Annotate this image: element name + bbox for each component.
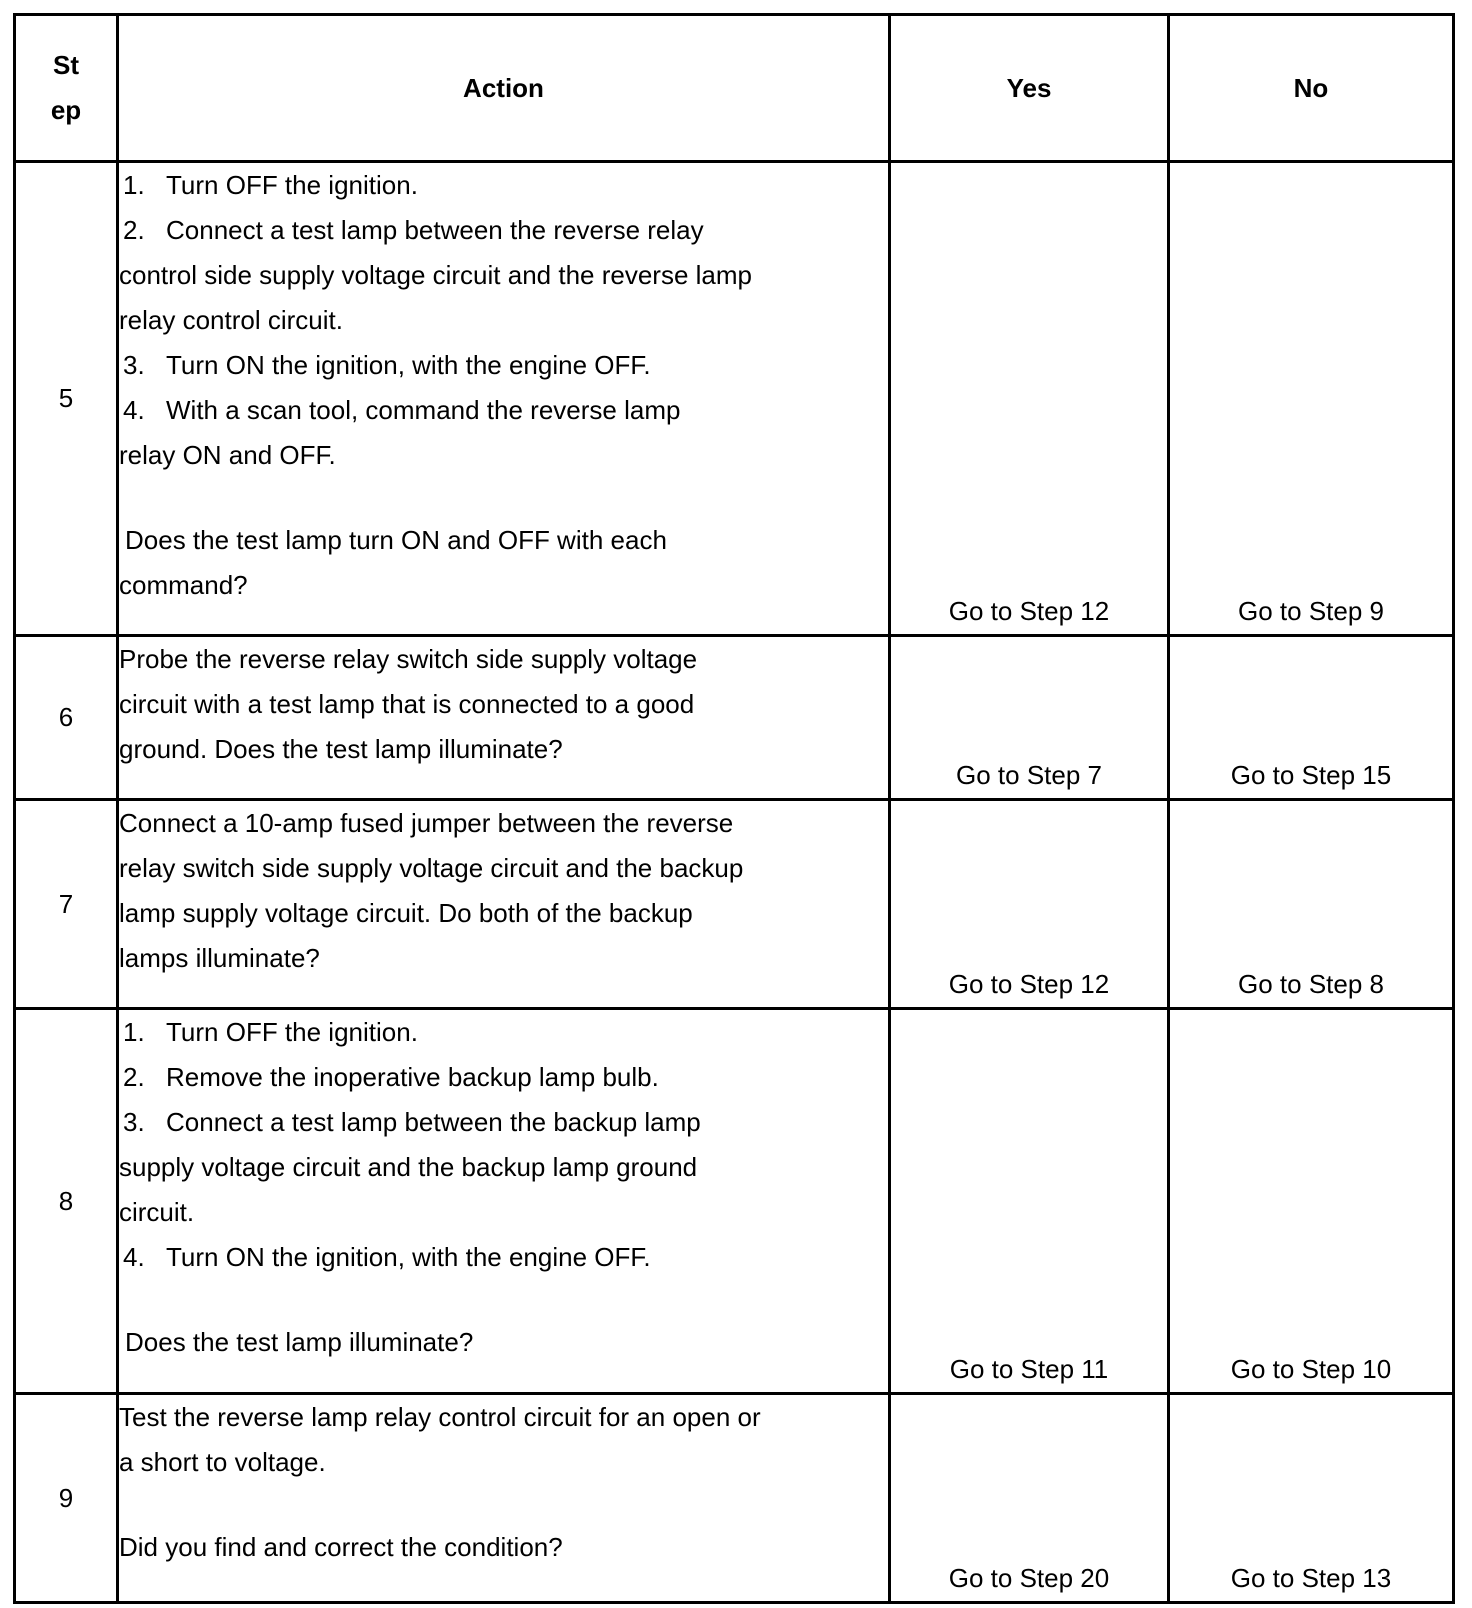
table-row (15, 1394, 1454, 1603)
list-item-continuation: circuit. (119, 1197, 195, 1227)
header-step-line-1: St (53, 50, 79, 80)
list-item-continuation: relay control circuit. (119, 305, 343, 335)
header-yes: Yes (890, 15, 1169, 162)
no-cell: Go to Step 9 (1169, 162, 1454, 636)
list-item-continuation: supply voltage circuit and the backup lamp ground (119, 1152, 698, 1182)
step-number: 8 (15, 1009, 118, 1394)
yes-cell: Go to Step 12 (890, 162, 1169, 636)
no-cell: Go to Step 8 (1169, 800, 1454, 1009)
list-item: 3. Turn ON the ignition, with the engine OFF. (123, 350, 651, 380)
table-row (15, 636, 1454, 800)
no-cell: Go to Step 15 (1169, 636, 1454, 800)
yes-cell: Go to Step 20 (890, 1394, 1169, 1603)
action-text: Connect a 10-amp fused jumper between the reverse (119, 808, 734, 838)
diagnostic-steps-table (13, 13, 1455, 1604)
header-no: No (1169, 15, 1454, 162)
question-text: Did you find and correct the condition? (119, 1532, 563, 1562)
table-row (15, 162, 1454, 636)
list-item: 2. Connect a test lamp between the reverse relay (123, 215, 704, 245)
list-item: 3. Connect a test lamp between the backup lamp (123, 1107, 701, 1137)
table-row (15, 1009, 1454, 1394)
question-text: Does the test lamp illuminate? (125, 1327, 474, 1357)
list-item: 4. With a scan tool, command the reverse lamp (123, 395, 681, 425)
action-text: lamp supply voltage circuit. Do both of the backup (119, 898, 693, 928)
action-cell (118, 1394, 890, 1603)
list-item-continuation: control side supply voltage circuit and the reverse lamp (119, 260, 752, 290)
list-item-continuation: relay ON and OFF. (119, 440, 336, 470)
action-text: Test the reverse lamp relay control circuit for an open or (119, 1402, 761, 1432)
yes-cell: Go to Step 11 (890, 1009, 1169, 1394)
step-number: 6 (15, 636, 118, 800)
question-text: Does the test lamp turn ON and OFF with each (125, 525, 667, 555)
step-number: 7 (15, 800, 118, 1009)
step-number: 5 (15, 162, 118, 636)
action-text: lamps illuminate? (119, 943, 320, 973)
header-step (15, 15, 118, 162)
header-action: Action (118, 15, 890, 162)
no-cell: Go to Step 13 (1169, 1394, 1454, 1603)
step-number: 9 (15, 1394, 118, 1603)
yes-cell: Go to Step 7 (890, 636, 1169, 800)
list-item: 2. Remove the inoperative backup lamp bulb. (123, 1062, 659, 1092)
header-step-line-2: ep (50, 95, 82, 125)
table-row (15, 800, 1454, 1009)
question-text-continuation: command? (119, 570, 248, 600)
header-row (15, 15, 1454, 162)
action-text: Probe the reverse relay switch side supply voltage (119, 644, 698, 674)
yes-cell: Go to Step 12 (890, 800, 1169, 1009)
list-item: 1. Turn OFF the ignition. (123, 1017, 418, 1047)
action-text: circuit with a test lamp that is connected to a good (119, 689, 695, 719)
list-item: 1. Turn OFF the ignition. (123, 170, 418, 200)
action-cell (118, 636, 890, 800)
action-text: a short to voltage. (119, 1447, 326, 1477)
list-item: 4. Turn ON the ignition, with the engine OFF. (123, 1242, 651, 1272)
action-cell (118, 1009, 890, 1394)
action-cell (118, 800, 890, 1009)
action-text: ground. Does the test lamp illuminate? (119, 734, 563, 764)
action-cell (118, 162, 890, 636)
action-text: relay switch side supply voltage circuit and the backup (119, 853, 744, 883)
no-cell: Go to Step 10 (1169, 1009, 1454, 1394)
